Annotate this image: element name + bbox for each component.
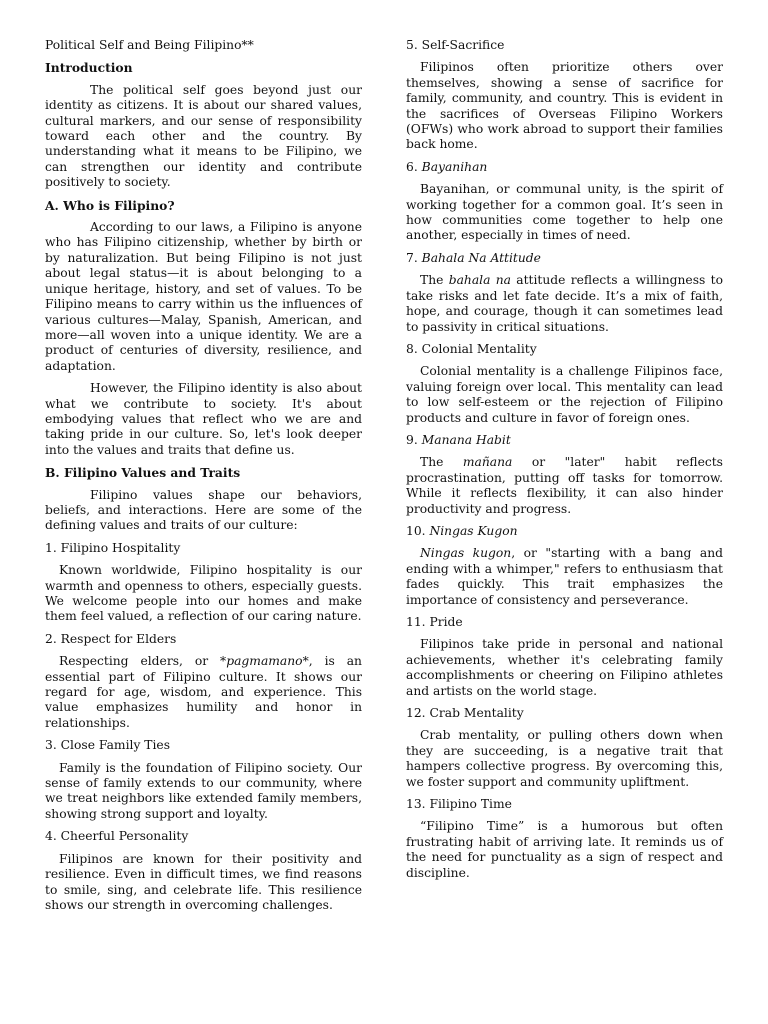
trait-13-name: Filipino Time [429,797,512,812]
trait-1-label: 1. Filipino Hospitality [45,540,181,555]
trait-5-num: 5. [406,38,422,52]
trait-9-num: 9. [406,432,422,447]
trait-9-text-post: or "later" habit reflects procrastination, putting off tasks for tomorrow. While it reflects flexibility, it can also hinder productivity and progress. [406,455,723,516]
trait-7-text-em: bahala na [448,273,511,288]
trait-5-label [406,38,723,53]
trait-12-num: 12. [406,706,430,721]
trait-3-label: 3. Close Family Ties [45,738,171,753]
trait-11-text: Filipinos take pride in personal and national achievements, whether it's celebrating family accomplishments or cheering on Filipino athletes and artists on the world stage. [406,637,723,698]
trait-9-label [406,433,723,448]
trait-6-text: Bayanihan, or communal unity, is the spirit of working together for a common goal. It’s seen in how communities come together to help one another, especially in times of need. [406,182,723,243]
trait-4-label: 4. Cheerful Personality [45,829,189,844]
trait-9-name: Manana Habit [421,432,511,447]
introduction-paragraph: The political self goes beyond just our identity as citizens. It is about our shared values, cultural markers, and our sense of responsibility toward each other and the country. By understanding what it means to be Filipino, we can strengthen our identity and contribute positively to society. [45,82,362,190]
trait-7-text [406,273,723,335]
trait-9-text [406,455,723,517]
trait-11-num: 11. [406,615,430,629]
trait-12-name: Crab Mentality [429,706,524,721]
trait-13-text: “Filipino Time” is a humorous but often frustrating habit of arriving late. It reminds us of the need for punctuality as a sign of respect and discipline. [406,819,723,880]
trait-7-name: Bahala Na Attitude [421,250,541,265]
trait-2-text-pre: Respecting elders, or * [59,654,227,669]
trait-10-name: Ningas Kugon [429,523,518,538]
trait-9-text-pre: The [420,455,463,470]
trait-8-name: Colonial Mentality [421,341,537,356]
trait-6-name: Bayanihan [421,159,488,174]
trait-2-text-em: pagmamano* [226,654,309,669]
section-a-heading: A. Who is Filipino? [45,197,175,213]
trait-7-label [406,251,723,266]
trait-6-label [406,160,723,175]
trait-6-num: 6. [406,159,422,174]
trait-10-text-em: Ningas kugon [420,546,512,561]
trait-7-text-post: attitude reflects a willingness to take risks and let fate decide. It’s a mix of faith, hope, and courage, though it can sometimes lead to passivity in critical situations. [406,273,723,334]
left-column [45,38,362,920]
trait-3-text: Family is the foundation of Filipino society. Our sense of family extends to our community, where we treat neighbors like extended family members, showing strong support and loyalty. [45,760,362,821]
trait-10-text-post: , or "starting with a bang and ending with a whimper," refers to enthusiasm that fades quickly. This trait emphasizes the importance of consistency and perseverance. [406,546,723,607]
document-title: Political Self and Being Filipino** [45,38,254,52]
trait-13-num: 13. [406,797,430,812]
section-b-intro: Filipino values shape our behaviors, beliefs, and interactions. Here are some of the defining values and traits of our culture: [45,487,362,533]
trait-12-text: Crab mentality, or pulling others down when they are succeeding, is a negative trait that hampers collective progress. By overcoming this, we foster support and community upliftment. [406,728,723,789]
right-column [406,38,723,888]
trait-1-text: Known worldwide, Filipino hospitality is our warmth and openness to others, especially guests. We welcome people into our homes and make them feel valued, a reflection of our caring nature. [45,563,362,624]
trait-8-num: 8. [406,341,422,356]
trait-5-text: Filipinos often prioritize others over themselves, showing a sense of sacrifice for family, community, and country. This is evident in the sacrifices of Overseas Filipino Workers (OFWs) who work abroad to support their families back home. [406,60,723,152]
trait-2-label: 2. Respect for Elders [45,631,177,646]
section-b-heading: B. Filipino Values and Traits [45,465,241,481]
trait-11-label [406,615,723,630]
trait-2-text-post: , is an essential part of Filipino culture. It shows our regard for age, wisdom, and experience. This value emphasizes humility and honor in relationships. [45,654,362,730]
trait-8-label [406,342,723,357]
trait-4-text: Filipinos are known for their positivity and resilience. Even in difficult times, we find reasons to smile, sing, and celebrate life. This resilience shows our strength in overcoming challenges. [45,851,362,912]
trait-2-text [45,654,362,731]
section-a-paragraph-1: According to our laws, a Filipino is anyone who has Filipino citizenship, whether by birth or by naturalization. But being Filipino is not just about legal status—it is about belonging to a unique heritage, history, and set of values. To be Filipino means to carry within us the influences of various cultures—Malay, Spanish, American, and more—all woven into a unique identity. We are a product of centuries of diversity, resilience, and adaptation. [45,220,362,373]
trait-8-text: Colonial mentality is a challenge Filipinos face, valuing foreign over local. This mentality can lead to low self-esteem or the rejection of Filipino products and culture in favor of foreign ones. [406,364,723,425]
trait-11-name: Pride [429,615,463,629]
trait-13-label [406,797,723,812]
trait-7-num: 7. [406,250,422,265]
trait-10-label [406,524,723,539]
trait-10-text [406,546,723,608]
trait-12-label [406,706,723,721]
trait-9-text-em: mañana [462,455,513,470]
trait-5-name: Self-Sacrifice [421,38,505,52]
section-a-paragraph-2: However, the Filipino identity is also about what we contribute to society. It's about embodying values that reflect who we are and taking pride in our culture. So, let's look deeper into the values and traits that define us. [45,381,362,457]
trait-10-num: 10. [406,523,430,538]
trait-7-text-pre: The [420,273,449,288]
introduction-heading: Introduction [45,60,133,76]
